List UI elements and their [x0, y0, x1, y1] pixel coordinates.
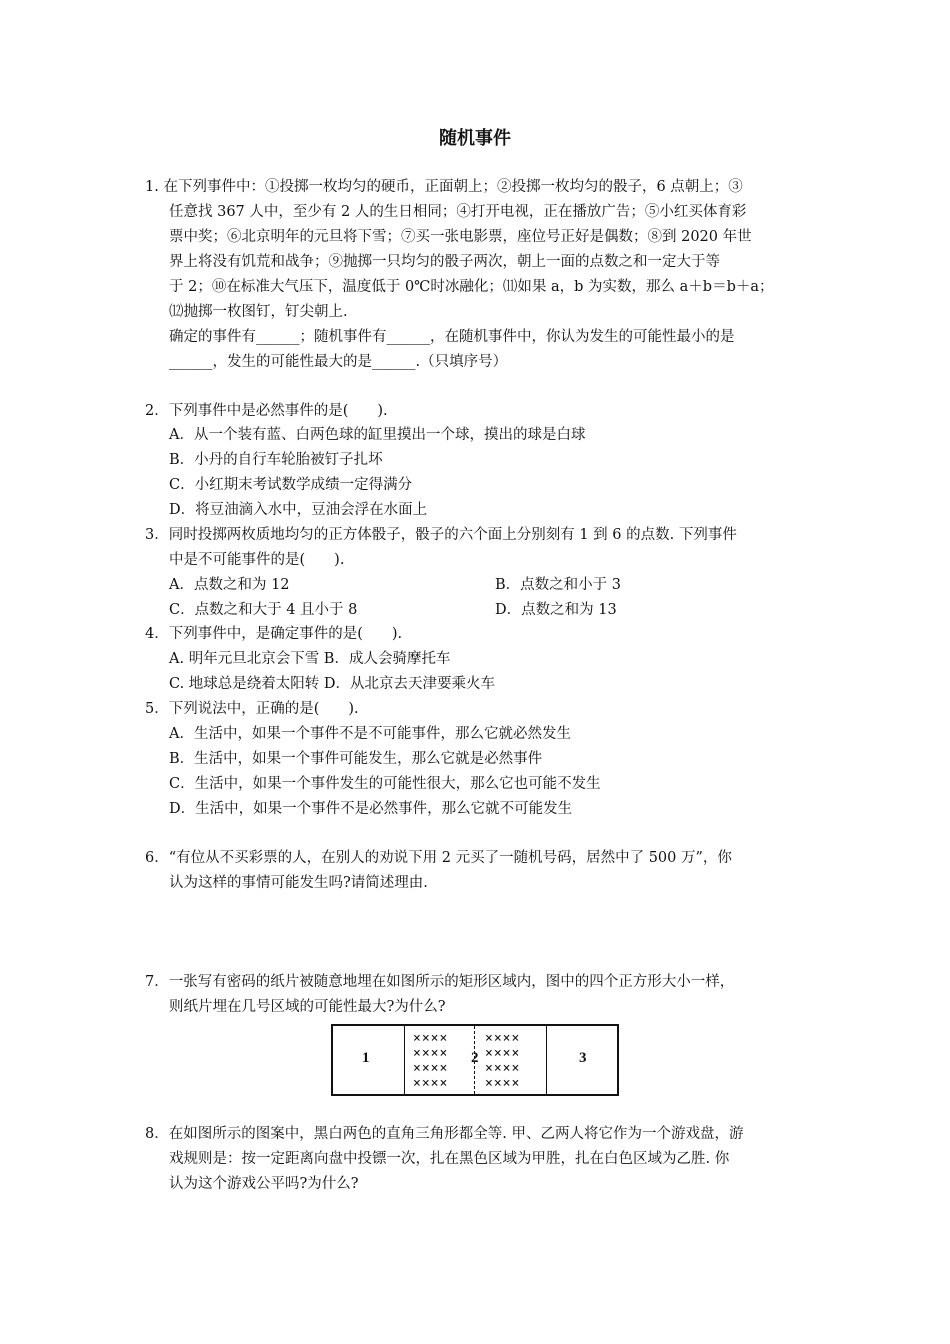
cross-row: ××××: [485, 1031, 521, 1046]
q4-stem: 4．下列事件中，是确定事件的是( ).: [145, 626, 403, 642]
q1-line-2: 任意找 367 人中，至少有 2 人的生日相同；④打开电视，正在播放广告；⑤小红买体育彩: [169, 204, 747, 220]
cross-row: ××××: [413, 1061, 449, 1076]
q2-stem: 2．下列事件中是必然事件的是( ).: [145, 403, 388, 419]
q1-line-6: ⑿抛掷一枚图钉，钉尖朝上.: [169, 304, 348, 320]
page-title: 随机事件: [439, 128, 511, 149]
cross-row: ××××: [413, 1076, 449, 1091]
q7-line-1: 7．一张写有密码的纸片被随意地埋在如图所示的矩形区域内，图中的四个正方形大小一样，: [145, 974, 735, 990]
q2-option-a: A．从一个装有蓝、白两色球的缸里摸出一个球，摸出的球是白球: [169, 427, 586, 443]
q1-line-1: 1. 在下列事件中：①投掷一枚均匀的硬币，正面朝上；②投掷一枚均匀的骰子，6 点朝上；③: [145, 179, 743, 195]
q8-line-3: 认为这个游戏公平吗?为什么?: [169, 1176, 359, 1192]
q3-option-d: D．点数之和为 13: [495, 602, 617, 618]
q1-line-7: 确定的事件有______；随机事件有______，在随机事件中，你认为发生的可能性最小的是: [169, 329, 735, 345]
q1-line-4: 界上将没有饥荒和战争；⑨抛掷一只均匀的骰子两次，朝上一面的点数之和一定大于等: [169, 254, 720, 270]
q6-line-1: 6．“有位从不买彩票的人，在别人的劝说下用 2 元买了一随机号码，居然中了 500 万”，你: [145, 850, 732, 866]
figure-crosses-right: [485, 1031, 520, 1091]
cross-row: ××××: [485, 1076, 521, 1091]
figure-divider-left: [404, 1026, 405, 1094]
q4-option-cd: C. 地球总是绕着太阳转 D．从北京去天津要乘火车: [169, 676, 496, 692]
q5-stem: 5．下列说法中，正确的是( ).: [145, 701, 359, 717]
q5-option-c: C．生活中，如果一个事件发生的可能性很大，那么它也可能不发生: [169, 776, 601, 792]
q3-option-a: A．点数之和为 12: [169, 577, 290, 593]
q1-line-8: ______，发生的可能性最大的是______.（只填序号）: [169, 354, 508, 370]
q6-line-2: 认为这样的事情可能发生吗?请简述理由.: [169, 875, 428, 891]
figure-label-1: 1: [362, 1050, 370, 1066]
cross-row: ××××: [485, 1061, 521, 1076]
q1-line-5: 于 2；⑩在标准大气压下，温度低于 0℃时冰融化；⑾如果 a，b 为实数，那么 a＋b＝b＋a；: [169, 279, 774, 295]
q5-option-b: B．生活中，如果一个事件可能发生，那么它就是必然事件: [169, 751, 543, 767]
q2-option-c: C．小红期末考试数学成绩一定得满分: [169, 477, 413, 493]
q8-line-1: 8．在如图所示的图案中，黑白两色的直角三角形都全等. 甲、乙两人将它作为一个游戏盘，游: [145, 1126, 744, 1142]
cross-row: ××××: [485, 1046, 521, 1061]
figure-label-2: 2: [471, 1050, 479, 1066]
q1-line-3: 票中奖；⑥北京明年的元旦将下雪；⑦买一张电影票，座位号正好是偶数；⑧到 2020 年世: [169, 229, 752, 245]
q2-option-b: B．小丹的自行车轮胎被钉子扎坏: [169, 452, 383, 468]
q7-figure: [331, 1024, 619, 1096]
q3-stem-2: 中是不可能事件的是( ).: [169, 552, 345, 568]
q3-option-c: C．点数之和大于 4 且小于 8: [169, 602, 358, 618]
figure-divider-right: [546, 1026, 547, 1094]
q4-option-ab: A. 明年元旦北京会下雪 B．成人会骑摩托车: [169, 651, 451, 667]
q7-line-2: 则纸片埋在几号区域的可能性最大?为什么?: [169, 999, 446, 1015]
q2-option-d: D．将豆油滴入水中，豆油会浮在水面上: [169, 502, 428, 518]
q3-stem-1: 3．同时投掷两枚质地均匀的正方体骰子，骰子的六个面上分别刻有 1 到 6 的点数. 下列事件: [145, 527, 737, 543]
cross-row: ××××: [413, 1046, 449, 1061]
cross-row: ××××: [413, 1031, 449, 1046]
q5-option-d: D．生活中，如果一个事件不是必然事件，那么它就不可能发生: [169, 801, 573, 817]
q3-option-b: B．点数之和小于 3: [495, 577, 621, 593]
q8-line-2: 戏规则是：按一定距离向盘中投镖一次，扎在黑色区域为甲胜，扎在白色区域为乙胜. 你: [169, 1151, 730, 1167]
figure-crosses-left: [413, 1031, 448, 1091]
q5-option-a: A．生活中，如果一个事件不是不可能事件，那么它就必然发生: [169, 726, 571, 742]
figure-label-3: 3: [579, 1050, 587, 1066]
